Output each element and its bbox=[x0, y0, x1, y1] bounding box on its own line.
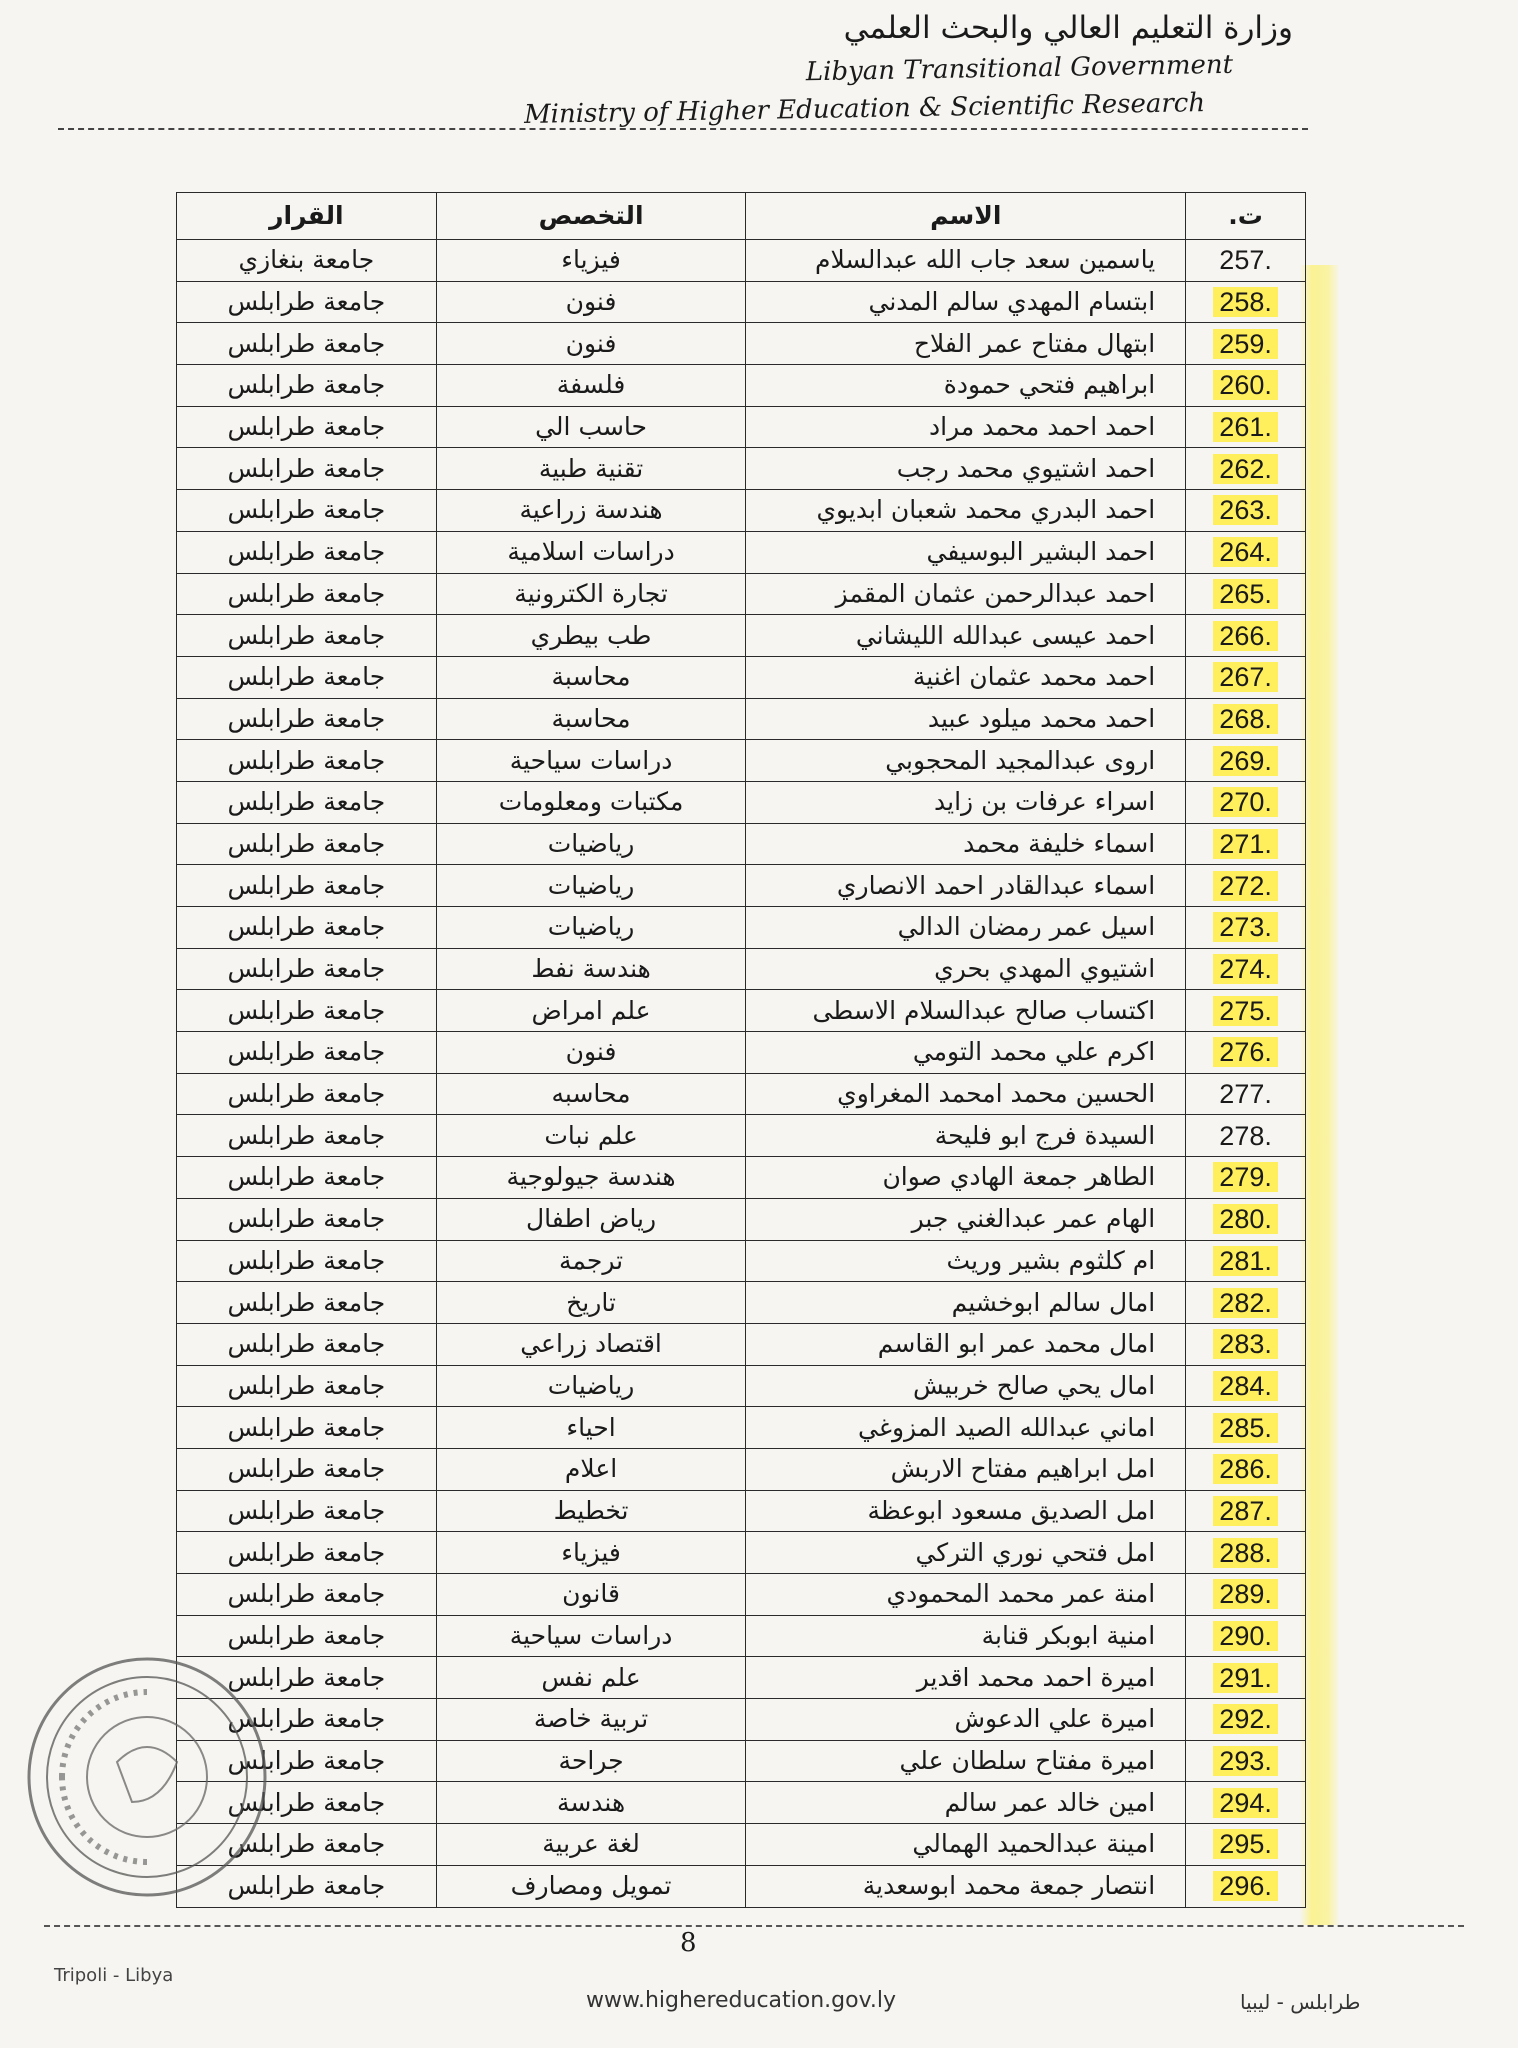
row-number-text: 278. bbox=[1219, 1120, 1272, 1151]
row-decision: جامعة طرابلس bbox=[177, 490, 437, 532]
row-number-text: 270. bbox=[1213, 787, 1278, 817]
row-name: امينة عبدالحميد الهمالي bbox=[746, 1824, 1186, 1866]
candidates-table bbox=[176, 192, 1306, 1908]
row-decision: جامعة طرابلس bbox=[177, 1657, 437, 1699]
row-name: اسماء عبدالقادر احمد الانصاري bbox=[746, 865, 1186, 907]
row-number-text: 283. bbox=[1213, 1329, 1278, 1359]
row-specialization: احياء bbox=[436, 1407, 746, 1449]
row-decision: جامعة طرابلس bbox=[177, 615, 437, 657]
row-name: امال سالم ابوخشيم bbox=[746, 1282, 1186, 1324]
table-row bbox=[177, 1782, 1306, 1824]
row-specialization: رياضيات bbox=[436, 823, 746, 865]
row-decision: جامعة طرابلس bbox=[177, 740, 437, 782]
row-name: ابتهال مفتاح عمر الفلاح bbox=[746, 323, 1186, 365]
row-name: اميرة احمد محمد اقدير bbox=[746, 1657, 1186, 1699]
row-decision: جامعة طرابلس bbox=[177, 365, 437, 407]
row-specialization: علم نفس bbox=[436, 1657, 746, 1699]
table-row bbox=[177, 1615, 1306, 1657]
row-number-text: 293. bbox=[1213, 1746, 1278, 1776]
row-decision: جامعة طرابلس bbox=[177, 531, 437, 573]
table-row bbox=[177, 1198, 1306, 1240]
row-specialization: فنون bbox=[436, 281, 746, 323]
row-decision: جامعة طرابلس bbox=[177, 1157, 437, 1199]
table-row bbox=[177, 990, 1306, 1032]
row-decision: جامعة بنغازي bbox=[177, 240, 437, 282]
letterhead bbox=[523, 8, 1293, 130]
row-specialization: علم امراض bbox=[436, 990, 746, 1032]
row-specialization: تخطيط bbox=[436, 1490, 746, 1532]
row-number bbox=[1186, 1448, 1306, 1490]
row-name: امل ابراهيم مفتاح الاربش bbox=[746, 1448, 1186, 1490]
row-number bbox=[1186, 573, 1306, 615]
row-specialization: قانون bbox=[436, 1574, 746, 1616]
row-number bbox=[1186, 281, 1306, 323]
row-decision: جامعة طرابلس bbox=[177, 865, 437, 907]
row-specialization: هندسة زراعية bbox=[436, 490, 746, 532]
row-number bbox=[1186, 656, 1306, 698]
row-number-text: 287. bbox=[1213, 1496, 1278, 1526]
row-specialization: تاريخ bbox=[436, 1282, 746, 1324]
row-name: اكرم علي محمد التومي bbox=[746, 1032, 1186, 1074]
row-name: ام كلثوم بشير وريث bbox=[746, 1240, 1186, 1282]
government-title-english: Libyan Transitional Government bbox=[805, 49, 1234, 88]
row-number-text: 257. bbox=[1219, 245, 1272, 276]
row-number-text: 284. bbox=[1213, 1371, 1278, 1401]
row-number bbox=[1186, 1615, 1306, 1657]
table-row bbox=[177, 865, 1306, 907]
row-decision: جامعة طرابلس bbox=[177, 781, 437, 823]
row-number-text: 272. bbox=[1213, 871, 1278, 901]
row-number-text: 277. bbox=[1219, 1079, 1272, 1110]
row-number-text: 262. bbox=[1213, 454, 1278, 484]
row-number bbox=[1186, 1699, 1306, 1741]
row-name: امال يحي صالح خربيش bbox=[746, 1365, 1186, 1407]
table-row bbox=[177, 323, 1306, 365]
table-row bbox=[177, 1240, 1306, 1282]
row-specialization: فنون bbox=[436, 1032, 746, 1074]
row-name: احمد البدري محمد شعبان ابديوي bbox=[746, 490, 1186, 532]
row-number bbox=[1186, 1157, 1306, 1199]
row-decision: جامعة طرابلس bbox=[177, 656, 437, 698]
row-number bbox=[1186, 781, 1306, 823]
row-specialization: فنون bbox=[436, 323, 746, 365]
row-specialization: رياض اطفال bbox=[436, 1198, 746, 1240]
row-decision: جامعة طرابلس bbox=[177, 1490, 437, 1532]
row-decision: جامعة طرابلس bbox=[177, 1365, 437, 1407]
row-specialization: تجارة الكترونية bbox=[436, 573, 746, 615]
row-decision: جامعة طرابلس bbox=[177, 1323, 437, 1365]
row-number bbox=[1186, 1198, 1306, 1240]
row-name: انتصار جمعة محمد ابوسعدية bbox=[746, 1865, 1186, 1907]
table-header-row bbox=[177, 193, 1306, 240]
row-name: الهام عمر عبدالغني جبر bbox=[746, 1198, 1186, 1240]
row-decision: جامعة طرابلس bbox=[177, 1198, 437, 1240]
row-decision: جامعة طرابلس bbox=[177, 323, 437, 365]
table-row bbox=[177, 1699, 1306, 1741]
row-specialization: تمويل ومصارف bbox=[436, 1865, 746, 1907]
row-number-text: 261. bbox=[1213, 412, 1278, 442]
table-row bbox=[177, 1740, 1306, 1782]
row-number-text: 290. bbox=[1213, 1621, 1278, 1651]
row-decision: جامعة طرابلس bbox=[177, 1782, 437, 1824]
table-row bbox=[177, 1532, 1306, 1574]
table-row bbox=[177, 1282, 1306, 1324]
footer-website-link[interactable]: www.highereducation.gov.ly bbox=[586, 1988, 897, 2013]
table-row bbox=[177, 1157, 1306, 1199]
row-decision: جامعة طرابلس bbox=[177, 1407, 437, 1449]
row-specialization: مكتبات ومعلومات bbox=[436, 781, 746, 823]
row-number bbox=[1186, 1115, 1306, 1157]
row-decision: جامعة طرابلس bbox=[177, 698, 437, 740]
table-row bbox=[177, 1115, 1306, 1157]
row-decision: جامعة طرابلس bbox=[177, 1532, 437, 1574]
table-row bbox=[177, 406, 1306, 448]
row-decision: جامعة طرابلس bbox=[177, 1740, 437, 1782]
row-number-text: 265. bbox=[1213, 579, 1278, 609]
row-decision: جامعة طرابلس bbox=[177, 1824, 437, 1866]
column-header-specialization: التخصص bbox=[436, 193, 746, 240]
column-header-name: الاسم bbox=[746, 193, 1186, 240]
row-specialization: علم نبات bbox=[436, 1115, 746, 1157]
row-number bbox=[1186, 448, 1306, 490]
row-name: امين خالد عمر سالم bbox=[746, 1782, 1186, 1824]
ministry-title-arabic: وزارة التعليم العالي والبحث العلمي bbox=[843, 10, 1293, 46]
table-row bbox=[177, 365, 1306, 407]
row-number bbox=[1186, 1782, 1306, 1824]
row-number bbox=[1186, 240, 1306, 282]
row-specialization: فيزياء bbox=[436, 1532, 746, 1574]
row-number-text: 285. bbox=[1213, 1413, 1278, 1443]
row-specialization: هندسة bbox=[436, 1782, 746, 1824]
row-specialization: دراسات سياحية bbox=[436, 740, 746, 782]
row-number bbox=[1186, 1073, 1306, 1115]
ministry-title-english: Ministry of Higher Education & Scientific Research bbox=[523, 88, 1206, 130]
row-specialization: هندسة جيولوجية bbox=[436, 1157, 746, 1199]
row-specialization: محاسبة bbox=[436, 698, 746, 740]
row-number bbox=[1186, 1865, 1306, 1907]
row-number-text: 269. bbox=[1213, 746, 1278, 776]
row-name: ابراهيم فتحي حمودة bbox=[746, 365, 1186, 407]
table-row bbox=[177, 740, 1306, 782]
row-name: امنة عمر محمد المحمودي bbox=[746, 1574, 1186, 1616]
row-number bbox=[1186, 1657, 1306, 1699]
row-specialization: دراسات سياحية bbox=[436, 1615, 746, 1657]
row-name: احمد عبدالرحمن عثمان المقمز bbox=[746, 573, 1186, 615]
row-number-text: 289. bbox=[1213, 1579, 1278, 1609]
row-number bbox=[1186, 1574, 1306, 1616]
table-row bbox=[177, 615, 1306, 657]
row-decision: جامعة طرابلس bbox=[177, 1032, 437, 1074]
table-row bbox=[177, 948, 1306, 990]
row-number bbox=[1186, 698, 1306, 740]
row-decision: جامعة طرابلس bbox=[177, 1865, 437, 1907]
row-number-text: 294. bbox=[1213, 1788, 1278, 1818]
page-number: 8 bbox=[680, 1928, 697, 1958]
row-name: اسيل عمر رمضان الدالي bbox=[746, 907, 1186, 949]
row-number bbox=[1186, 1323, 1306, 1365]
row-number bbox=[1186, 948, 1306, 990]
row-specialization: محاسبه bbox=[436, 1073, 746, 1115]
row-name: الطاهر جمعة الهادي صوان bbox=[746, 1157, 1186, 1199]
row-number bbox=[1186, 1240, 1306, 1282]
candidates-table-container bbox=[176, 192, 1306, 1908]
row-specialization: فيزياء bbox=[436, 240, 746, 282]
row-number-text: 258. bbox=[1213, 287, 1278, 317]
table-row bbox=[177, 1032, 1306, 1074]
row-number bbox=[1186, 1740, 1306, 1782]
table-row bbox=[177, 1657, 1306, 1699]
row-number bbox=[1186, 323, 1306, 365]
row-specialization: رياضيات bbox=[436, 907, 746, 949]
row-number bbox=[1186, 1032, 1306, 1074]
table-row bbox=[177, 281, 1306, 323]
official-seal-icon bbox=[22, 1652, 272, 1902]
row-name: اماني عبدالله الصيد المزوغي bbox=[746, 1407, 1186, 1449]
table-row bbox=[177, 1824, 1306, 1866]
row-specialization: حاسب الي bbox=[436, 406, 746, 448]
row-name: امال محمد عمر ابو القاسم bbox=[746, 1323, 1186, 1365]
row-decision: جامعة طرابلس bbox=[177, 1073, 437, 1115]
row-decision: جامعة طرابلس bbox=[177, 823, 437, 865]
highlighter-streak bbox=[1300, 265, 1340, 1925]
row-name: احمد اشتيوي محمد رجب bbox=[746, 448, 1186, 490]
row-specialization: هندسة نفط bbox=[436, 948, 746, 990]
row-specialization: دراسات اسلامية bbox=[436, 531, 746, 573]
footer-divider bbox=[44, 1925, 1464, 1927]
row-decision: جامعة طرابلس bbox=[177, 1448, 437, 1490]
row-decision: جامعة طرابلس bbox=[177, 406, 437, 448]
row-number-text: 296. bbox=[1213, 1871, 1278, 1901]
row-number-text: 282. bbox=[1213, 1288, 1278, 1318]
row-name: ابتسام المهدي سالم المدني bbox=[746, 281, 1186, 323]
row-number-text: 291. bbox=[1213, 1663, 1278, 1693]
row-number-text: 286. bbox=[1213, 1454, 1278, 1484]
row-decision: جامعة طرابلس bbox=[177, 990, 437, 1032]
row-number-text: 276. bbox=[1213, 1037, 1278, 1067]
row-name: اسراء عرفات بن زايد bbox=[746, 781, 1186, 823]
table-row bbox=[177, 823, 1306, 865]
row-number-text: 264. bbox=[1213, 537, 1278, 567]
row-name: امنية ابوبكر قنابة bbox=[746, 1615, 1186, 1657]
row-number bbox=[1186, 740, 1306, 782]
row-name: اميرة مفتاح سلطان علي bbox=[746, 1740, 1186, 1782]
row-name: احمد البشير البوسيفي bbox=[746, 531, 1186, 573]
table-row bbox=[177, 698, 1306, 740]
row-number-text: 274. bbox=[1213, 954, 1278, 984]
row-number bbox=[1186, 865, 1306, 907]
table-row bbox=[177, 781, 1306, 823]
row-specialization: تربية خاصة bbox=[436, 1699, 746, 1741]
row-specialization: لغة عربية bbox=[436, 1824, 746, 1866]
row-number-text: 281. bbox=[1213, 1246, 1278, 1276]
row-number-text: 259. bbox=[1213, 329, 1278, 359]
footer-city-arabic: طرابلس - ليبيا bbox=[1240, 1990, 1361, 2014]
row-name: اروى عبدالمجيد المحجوبي bbox=[746, 740, 1186, 782]
row-decision: جامعة طرابلس bbox=[177, 948, 437, 990]
table-row bbox=[177, 490, 1306, 532]
footer-city-english: Tripoli - Libya bbox=[54, 1965, 174, 1986]
row-number-text: 292. bbox=[1213, 1704, 1278, 1734]
column-header-number: ت. bbox=[1186, 193, 1306, 240]
row-specialization: اقتصاد زراعي bbox=[436, 1323, 746, 1365]
row-name: ياسمين سعد جاب الله عبدالسلام bbox=[746, 240, 1186, 282]
row-decision: جامعة طرابلس bbox=[177, 1615, 437, 1657]
row-decision: جامعة طرابلس bbox=[177, 573, 437, 615]
row-name: الحسين محمد امحمد المغراوي bbox=[746, 1073, 1186, 1115]
row-number bbox=[1186, 1282, 1306, 1324]
row-number-text: 260. bbox=[1213, 370, 1278, 400]
table-row bbox=[177, 1490, 1306, 1532]
row-name: اسماء خليفة محمد bbox=[746, 823, 1186, 865]
row-name: احمد عيسى عبدالله الليشاني bbox=[746, 615, 1186, 657]
row-name: اكتساب صالح عبدالسلام الاسطى bbox=[746, 990, 1186, 1032]
row-decision: جامعة طرابلس bbox=[177, 281, 437, 323]
row-number bbox=[1186, 365, 1306, 407]
table-row bbox=[177, 1407, 1306, 1449]
row-number-text: 295. bbox=[1213, 1829, 1278, 1859]
row-specialization: ترجمة bbox=[436, 1240, 746, 1282]
row-specialization: جراحة bbox=[436, 1740, 746, 1782]
table-row bbox=[177, 448, 1306, 490]
row-number-text: 280. bbox=[1213, 1204, 1278, 1234]
table-row bbox=[177, 1365, 1306, 1407]
table-row bbox=[177, 573, 1306, 615]
row-decision: جامعة طرابلس bbox=[177, 1282, 437, 1324]
row-number bbox=[1186, 615, 1306, 657]
row-number bbox=[1186, 406, 1306, 448]
table-row bbox=[177, 1073, 1306, 1115]
table-row bbox=[177, 907, 1306, 949]
row-number bbox=[1186, 1490, 1306, 1532]
row-number bbox=[1186, 1824, 1306, 1866]
row-number-text: 288. bbox=[1213, 1538, 1278, 1568]
table-row bbox=[177, 656, 1306, 698]
row-number bbox=[1186, 531, 1306, 573]
row-specialization: رياضيات bbox=[436, 1365, 746, 1407]
row-number bbox=[1186, 1365, 1306, 1407]
row-name: امل فتحي نوري التركي bbox=[746, 1532, 1186, 1574]
row-specialization: تقنية طبية bbox=[436, 448, 746, 490]
table-row bbox=[177, 1574, 1306, 1616]
row-number bbox=[1186, 490, 1306, 532]
row-name: امل الصديق مسعود ابوعظة bbox=[746, 1490, 1186, 1532]
table-body bbox=[177, 240, 1306, 1908]
row-number bbox=[1186, 1407, 1306, 1449]
row-number-text: 273. bbox=[1213, 912, 1278, 942]
row-specialization: طب بيطري bbox=[436, 615, 746, 657]
table-row bbox=[177, 1448, 1306, 1490]
table-row bbox=[177, 531, 1306, 573]
row-decision: جامعة طرابلس bbox=[177, 1115, 437, 1157]
table-row bbox=[177, 1865, 1306, 1907]
row-number-text: 266. bbox=[1213, 621, 1278, 651]
row-name: احمد محمد ميلود عبيد bbox=[746, 698, 1186, 740]
row-number-text: 268. bbox=[1213, 704, 1278, 734]
row-name: احمد احمد محمد مراد bbox=[746, 406, 1186, 448]
row-decision: جامعة طرابلس bbox=[177, 448, 437, 490]
row-number bbox=[1186, 823, 1306, 865]
row-number-text: 267. bbox=[1213, 662, 1278, 692]
row-name: اشتيوي المهدي بحري bbox=[746, 948, 1186, 990]
row-specialization: رياضيات bbox=[436, 865, 746, 907]
row-number-text: 263. bbox=[1213, 495, 1278, 525]
row-number bbox=[1186, 990, 1306, 1032]
row-decision: جامعة طرابلس bbox=[177, 1574, 437, 1616]
row-number-text: 279. bbox=[1213, 1162, 1278, 1192]
row-number bbox=[1186, 907, 1306, 949]
row-name: اميرة علي الدعوش bbox=[746, 1699, 1186, 1741]
row-name: احمد محمد عثمان اغنية bbox=[746, 656, 1186, 698]
row-number bbox=[1186, 1532, 1306, 1574]
row-name: السيدة فرج ابو فليحة bbox=[746, 1115, 1186, 1157]
row-decision: جامعة طرابلس bbox=[177, 1240, 437, 1282]
row-decision: جامعة طرابلس bbox=[177, 1699, 437, 1741]
row-specialization: فلسفة bbox=[436, 365, 746, 407]
table-row bbox=[177, 1323, 1306, 1365]
column-header-decision: القرار bbox=[177, 193, 437, 240]
row-specialization: اعلام bbox=[436, 1448, 746, 1490]
row-number-text: 275. bbox=[1213, 996, 1278, 1026]
header-divider bbox=[58, 128, 1308, 130]
row-number-text: 271. bbox=[1213, 829, 1278, 859]
row-decision: جامعة طرابلس bbox=[177, 907, 437, 949]
row-specialization: محاسبة bbox=[436, 656, 746, 698]
table-row bbox=[177, 240, 1306, 282]
